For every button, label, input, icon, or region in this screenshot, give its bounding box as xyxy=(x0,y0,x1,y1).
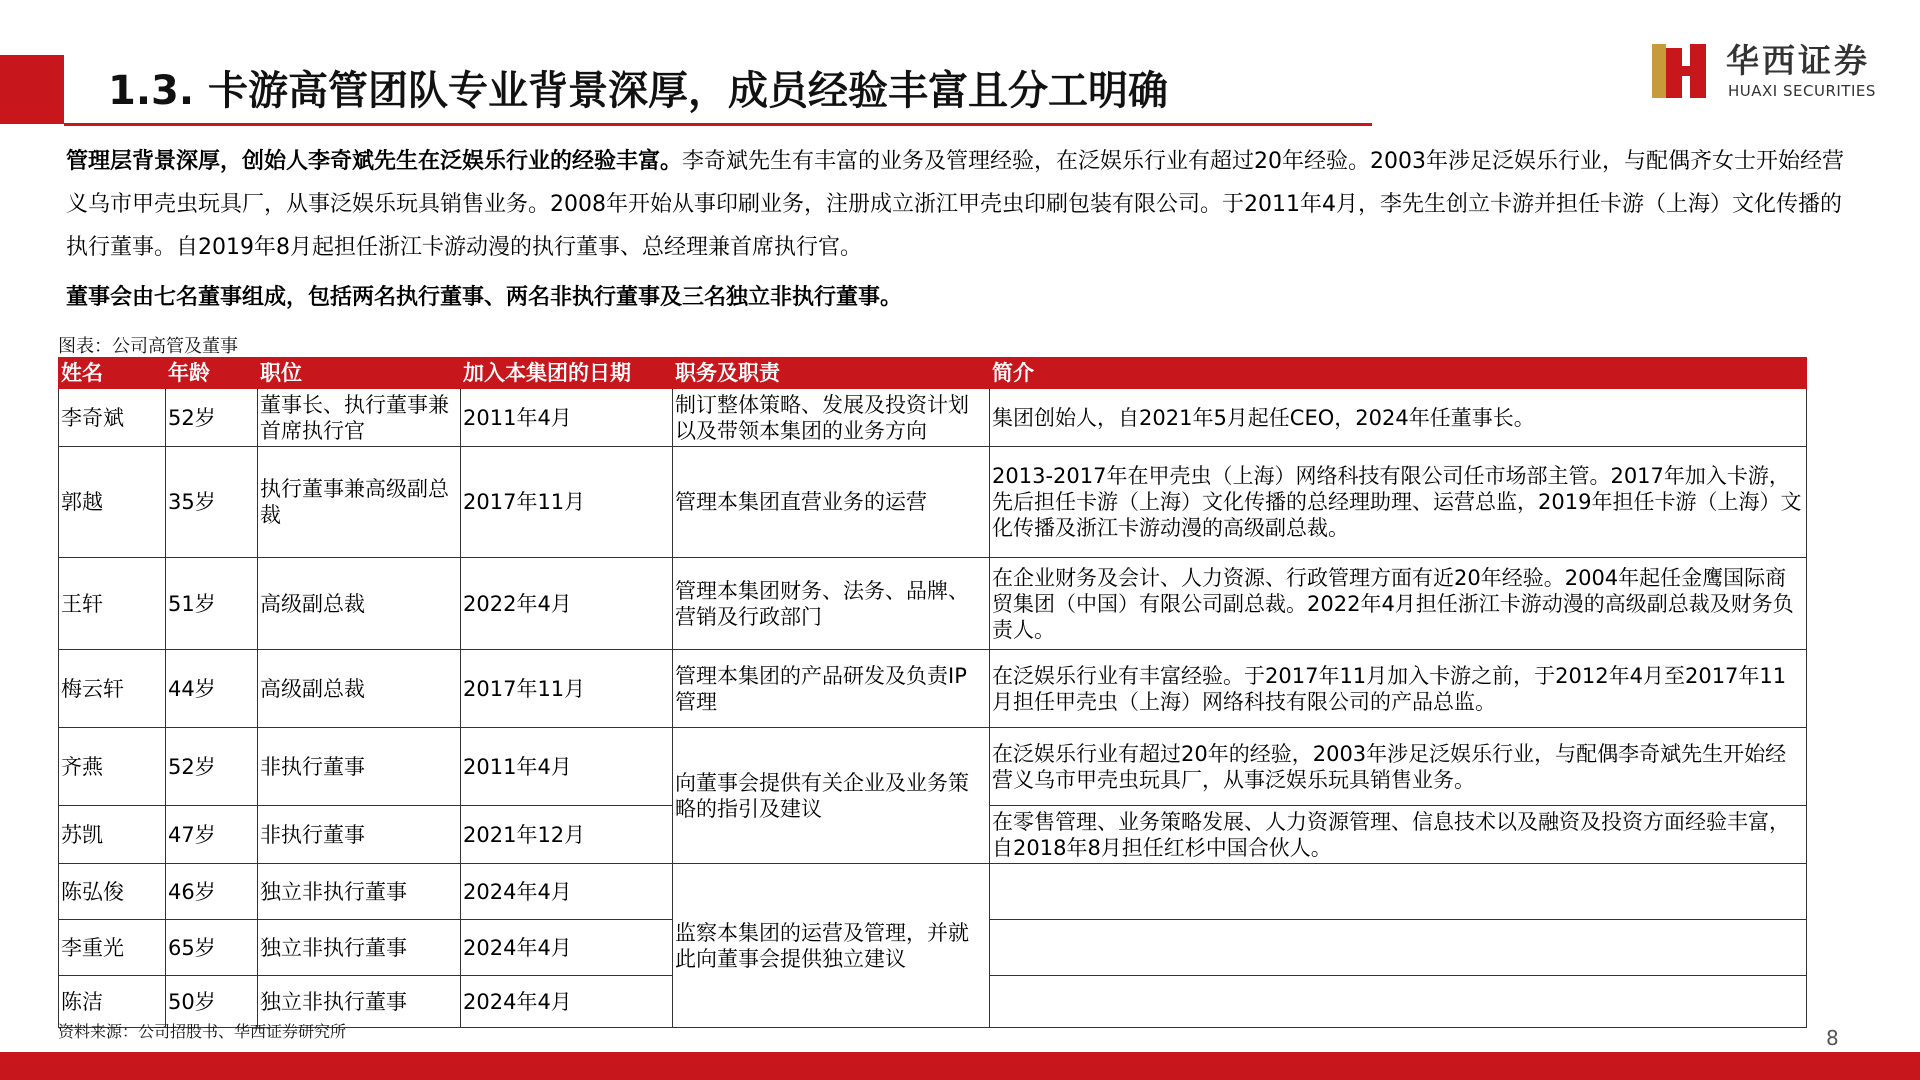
intro-highlight: 管理层背景深厚，创始人李奇斌先生在泛娱乐行业的经验丰富。 xyxy=(66,149,683,174)
cell-age: 65岁 xyxy=(166,920,258,976)
cell-age: 44岁 xyxy=(166,650,258,728)
board-summary: 董事会由七名董事组成，包括两名执行董事、两名非执行董事及三名独立非执行董事。 xyxy=(66,285,903,310)
col-header-age: 年龄 xyxy=(166,358,258,389)
cell-intro: 在企业财务及会计、人力资源、行政管理方面有近20年经验。2004年起任金鹰国际商贸集团（中国）有限公司副总裁。2022年4月担任浙江卡游动漫的高级副总裁及财务负责人。 xyxy=(990,558,1807,650)
table-row xyxy=(59,447,1807,558)
cell-date: 2024年4月 xyxy=(461,976,673,1028)
cell-duty-merged: 向董事会提供有关企业及业务策略的指引及建议 xyxy=(673,728,990,864)
page-number: 8 xyxy=(1826,1026,1839,1050)
cell-name: 苏凯 xyxy=(59,806,166,864)
cell-name: 王轩 xyxy=(59,558,166,650)
cell-position: 非执行董事 xyxy=(258,728,461,806)
cell-position: 独立非执行董事 xyxy=(258,864,461,920)
cell-name: 陈弘俊 xyxy=(59,864,166,920)
table-row xyxy=(59,650,1807,728)
cell-age: 52岁 xyxy=(166,389,258,447)
cell-duty: 管理本集团财务、法务、品牌、营销及行政部门 xyxy=(673,558,990,650)
cell-position: 高级副总裁 xyxy=(258,650,461,728)
title-accent-block xyxy=(0,55,64,124)
cell-intro: 集团创始人，自2021年5月起任CEO，2024年任董事长。 xyxy=(990,389,1807,447)
cell-duty: 制订整体策略、发展及投资计划以及带领本集团的业务方向 xyxy=(673,389,990,447)
col-header-intro: 简介 xyxy=(990,358,1807,389)
cell-date: 2024年4月 xyxy=(461,920,673,976)
cell-duty: 管理本集团的产品研发及负责IP管理 xyxy=(673,650,990,728)
intro-paragraph xyxy=(66,140,1856,269)
cell-name: 李奇斌 xyxy=(59,389,166,447)
table-header-row xyxy=(59,358,1807,389)
cell-date: 2011年4月 xyxy=(461,728,673,806)
management-table xyxy=(58,357,1807,1028)
cell-intro xyxy=(990,976,1807,1028)
table-row xyxy=(59,558,1807,650)
cell-position: 执行董事兼高级副总裁 xyxy=(258,447,461,558)
cell-position: 高级副总裁 xyxy=(258,558,461,650)
cell-intro: 在泛娱乐行业有丰富经验。于2017年11月加入卡游之前，于2012年4月至2017年11月担任甲壳虫（上海）网络科技有限公司的产品总监。 xyxy=(990,650,1807,728)
cell-position: 独立非执行董事 xyxy=(258,920,461,976)
cell-intro xyxy=(990,920,1807,976)
cell-duty: 管理本集团直营业务的运营 xyxy=(673,447,990,558)
cell-name: 陈洁 xyxy=(59,976,166,1028)
cell-intro: 2013-2017年在甲壳虫（上海）网络科技有限公司任市场部主管。2017年加入卡游，先后担任卡游（上海）文化传播的总经理助理、运营总监，2019年担任卡游（上海）文化传播及浙江卡游动漫的高级副总裁。 xyxy=(990,447,1807,558)
cell-date: 2022年4月 xyxy=(461,558,673,650)
cell-date: 2021年12月 xyxy=(461,806,673,864)
cell-age: 35岁 xyxy=(166,447,258,558)
table-row xyxy=(59,728,1807,806)
footer-bar xyxy=(0,1052,1920,1080)
cell-age: 47岁 xyxy=(166,806,258,864)
cell-position: 独立非执行董事 xyxy=(258,976,461,1028)
cell-date: 2011年4月 xyxy=(461,389,673,447)
cell-intro: 在泛娱乐行业有超过20年的经验，2003年涉足泛娱乐行业，与配偶李奇斌先生开始经营义乌市甲壳虫玩具厂，从事泛娱乐玩具销售业务。 xyxy=(990,728,1807,806)
col-header-join-date: 加入本集团的日期 xyxy=(461,358,673,389)
cell-position: 董事长、执行董事兼首席执行官 xyxy=(258,389,461,447)
cell-age: 52岁 xyxy=(166,728,258,806)
col-header-duties: 职务及职责 xyxy=(673,358,990,389)
logo-text-cn: 华西证券 xyxy=(1726,41,1870,80)
cell-date: 2017年11月 xyxy=(461,447,673,558)
cell-age: 46岁 xyxy=(166,864,258,920)
data-source-note: 资料来源：公司招股书、华西证券研究所 xyxy=(58,1022,347,1041)
intro-text: 李奇斌先生有丰富的业务及管理经验，在泛娱乐行业有超过20年经验。2003年涉足泛娱乐行业，与配偶齐女士开始经营义乌市甲壳虫玩具厂，从事泛娱乐玩具销售业务。2008年开始从事印刷业务，注册成立浙江甲壳虫印刷包装有限公司。于2011年4月，李先生创立卡游并担任卡游（上海）文化传播的执行董事。自2019年8月起担任浙江卡游动漫的执行董事、总经理兼首席执行官。 xyxy=(66,149,1845,260)
cell-age: 50岁 xyxy=(166,976,258,1028)
cell-position: 非执行董事 xyxy=(258,806,461,864)
cell-name: 郭越 xyxy=(59,447,166,558)
cell-age: 51岁 xyxy=(166,558,258,650)
col-header-position: 职位 xyxy=(258,358,461,389)
table-row xyxy=(59,389,1807,447)
cell-date: 2024年4月 xyxy=(461,864,673,920)
cell-name: 齐燕 xyxy=(59,728,166,806)
table-row xyxy=(59,864,1807,920)
cell-intro: 在零售管理、业务策略发展、人力资源管理、信息技术以及融资及投资方面经验丰富，自2018年8月担任红杉中国合伙人。 xyxy=(990,806,1807,864)
logo-text-en: HUAXI SECURITIES xyxy=(1728,82,1876,100)
cell-date: 2017年11月 xyxy=(461,650,673,728)
table-caption: 图表：公司高管及董事 xyxy=(58,336,238,357)
cell-duty-merged: 监察本集团的运营及管理，并就此向董事会提供独立建议 xyxy=(673,864,990,1028)
cell-name: 李重光 xyxy=(59,920,166,976)
col-header-name: 姓名 xyxy=(59,358,166,389)
huaxi-logo xyxy=(1650,42,1880,102)
page-title: 1.3. 卡游高管团队专业背景深厚，成员经验丰富且分工明确 xyxy=(108,68,1168,114)
title-underline xyxy=(64,123,1372,126)
cell-intro xyxy=(990,864,1807,920)
cell-name: 梅云轩 xyxy=(59,650,166,728)
huaxi-logo-icon xyxy=(1650,42,1708,100)
